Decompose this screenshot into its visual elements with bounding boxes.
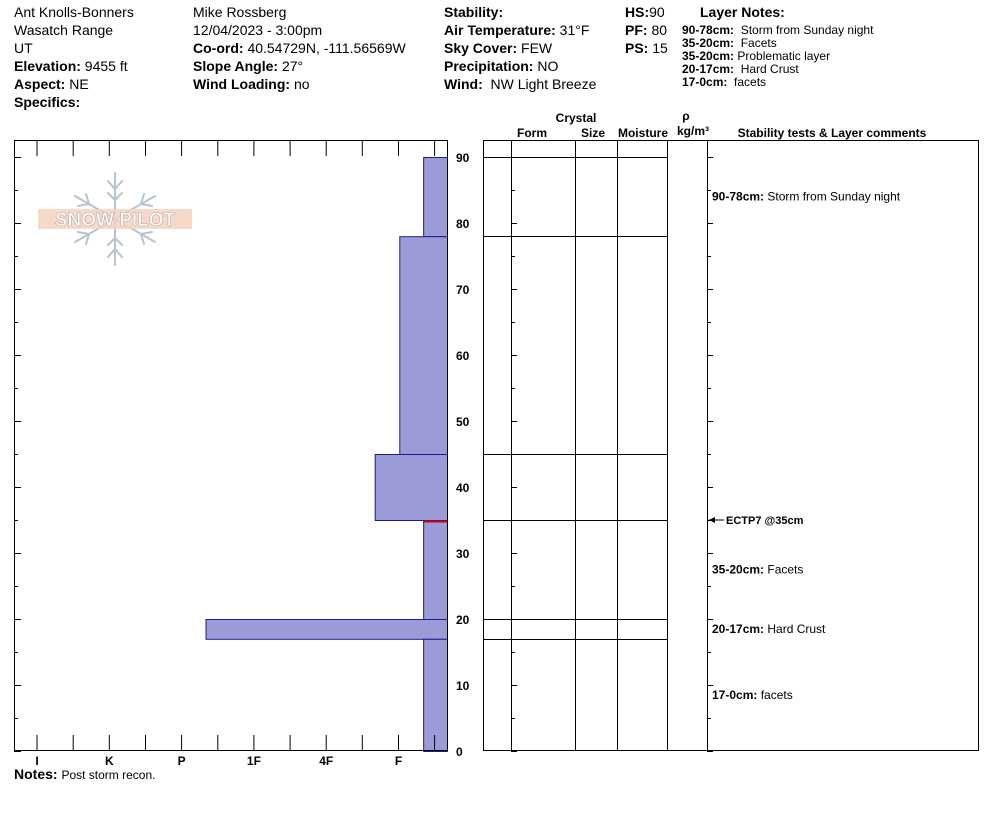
layer-note-text: facets bbox=[734, 75, 767, 89]
y-tick-label: 50 bbox=[456, 415, 470, 429]
y-tick-label: 20 bbox=[456, 613, 470, 627]
hardness-bar bbox=[206, 620, 447, 640]
site-range: Wasatch Range bbox=[14, 22, 114, 38]
y-tick-label: 30 bbox=[456, 547, 470, 561]
layer-comments bbox=[712, 190, 901, 702]
layer-comment-range: 35-20cm: bbox=[712, 562, 768, 577]
precip-value: NO bbox=[537, 58, 559, 74]
header-moisture: Moisture bbox=[617, 126, 669, 140]
hardness-bar bbox=[375, 455, 447, 521]
y-tick-label: 60 bbox=[456, 349, 470, 363]
layer-comment-range: 90-78cm: bbox=[712, 189, 768, 204]
layer-comment bbox=[712, 190, 901, 204]
sky-value: FEW bbox=[521, 40, 553, 56]
header-crystal: Crystal bbox=[555, 111, 597, 125]
stability-label: Stability: bbox=[444, 4, 504, 20]
air-temp-value: 31°F bbox=[559, 22, 590, 38]
elevation-label: Elevation: bbox=[14, 58, 81, 74]
observer-name: Mike Rossberg bbox=[193, 4, 287, 20]
hs-value: 90 bbox=[649, 4, 665, 20]
layer-notes-title: Layer Notes: bbox=[700, 4, 785, 20]
x-tick-label: P bbox=[177, 754, 186, 768]
layer-comment bbox=[712, 563, 803, 577]
header-form: Form bbox=[517, 126, 547, 140]
slope-value: 27° bbox=[281, 58, 304, 74]
layer-comment bbox=[712, 688, 793, 702]
precip-label: Precipitation: bbox=[444, 58, 534, 74]
layer-note-text: Hard Crust bbox=[740, 62, 799, 76]
layer-note-text: Storm from Sunday night bbox=[740, 23, 874, 37]
y-tick-label: 10 bbox=[456, 679, 470, 693]
air-temp-label: Air Temperature: bbox=[444, 22, 556, 38]
x-tick-label: 4F bbox=[319, 754, 334, 768]
hardness-bar bbox=[424, 639, 448, 751]
elevation-value: 9455 ft bbox=[84, 58, 128, 74]
notes-label: Notes: bbox=[14, 766, 58, 782]
layer-comment-text: Storm from Sunday night bbox=[767, 189, 901, 204]
aspect-value: NE bbox=[69, 76, 89, 92]
pf-value: 80 bbox=[651, 22, 668, 38]
y-tick-label: 80 bbox=[456, 217, 470, 231]
table-frame bbox=[484, 141, 979, 751]
wind-loading-value: no bbox=[293, 76, 310, 92]
x-tick-label: I bbox=[35, 754, 39, 768]
aspect-label: Aspect: bbox=[14, 76, 66, 92]
layer-comment-range: 20-17cm: bbox=[712, 621, 768, 636]
hardness-bar bbox=[424, 158, 448, 237]
ps-value: 15 bbox=[652, 40, 668, 56]
arrow-left-icon bbox=[709, 517, 715, 523]
wind-loading-label: Wind Loading: bbox=[193, 76, 291, 92]
observer-datetime: 12/04/2023 - 3:00pm bbox=[193, 22, 323, 38]
header-density-unit: kg/m³ bbox=[676, 124, 710, 138]
notes-text: Post storm recon. bbox=[61, 768, 156, 782]
layer-note-range: 35-20cm: bbox=[682, 36, 735, 50]
wind-label: Wind: bbox=[444, 76, 483, 92]
y-tick-label: 40 bbox=[456, 481, 470, 495]
header-size: Size bbox=[580, 126, 606, 140]
wind-value: NW Light Breeze bbox=[490, 76, 597, 92]
y-tick-label: 90 bbox=[456, 151, 470, 165]
logo-text: SNOW PILOT bbox=[54, 210, 176, 231]
x-tick-label: 1F bbox=[246, 754, 261, 768]
hardness-bar bbox=[424, 521, 448, 620]
specifics-label: Specifics: bbox=[14, 94, 81, 110]
slope-label: Slope Angle: bbox=[193, 58, 279, 74]
x-tick-label: K bbox=[104, 754, 114, 768]
stability-test-label: ECTP7 @35cm bbox=[726, 515, 804, 527]
layer-note-text: Facets bbox=[740, 36, 777, 50]
layer-comment-text: Hard Crust bbox=[767, 621, 826, 636]
x-tick-label: F bbox=[394, 754, 403, 768]
layer-note-range: 17-0cm: bbox=[682, 75, 728, 89]
ps-label: PS: bbox=[625, 40, 649, 56]
site-location: Ant Knolls-Bonners bbox=[14, 4, 134, 20]
layer-comment-range: 17-0cm: bbox=[712, 687, 761, 702]
layer-comment bbox=[712, 622, 826, 636]
layer-note-range: 90-78cm: bbox=[682, 23, 735, 37]
hardness-bar bbox=[400, 237, 448, 455]
layer-table bbox=[484, 140, 979, 751]
coord-value: 40.54729N, -111.56569W bbox=[247, 40, 406, 56]
hs-label: HS: bbox=[625, 4, 650, 20]
layer-note-range: 35-20cm: bbox=[682, 49, 735, 63]
stability-test-marker bbox=[709, 515, 804, 527]
site-state: UT bbox=[14, 40, 33, 56]
hardness-bars bbox=[206, 158, 447, 752]
layer-comment-text: facets bbox=[760, 687, 793, 702]
coord-label: Co-ord: bbox=[193, 40, 244, 56]
layer-note-text: Problematic layer bbox=[737, 49, 831, 63]
header-rho: ρ bbox=[682, 109, 690, 123]
header-comments: Stability tests & Layer comments bbox=[737, 126, 927, 140]
y-tick-label: 0 bbox=[456, 745, 463, 759]
sky-label: Sky Cover: bbox=[444, 40, 518, 56]
pf-label: PF: bbox=[625, 22, 648, 38]
layer-note-range: 20-17cm: bbox=[682, 62, 735, 76]
y-tick-label: 70 bbox=[456, 283, 470, 297]
layer-comment-text: Facets bbox=[767, 562, 804, 577]
notes bbox=[14, 766, 155, 782]
